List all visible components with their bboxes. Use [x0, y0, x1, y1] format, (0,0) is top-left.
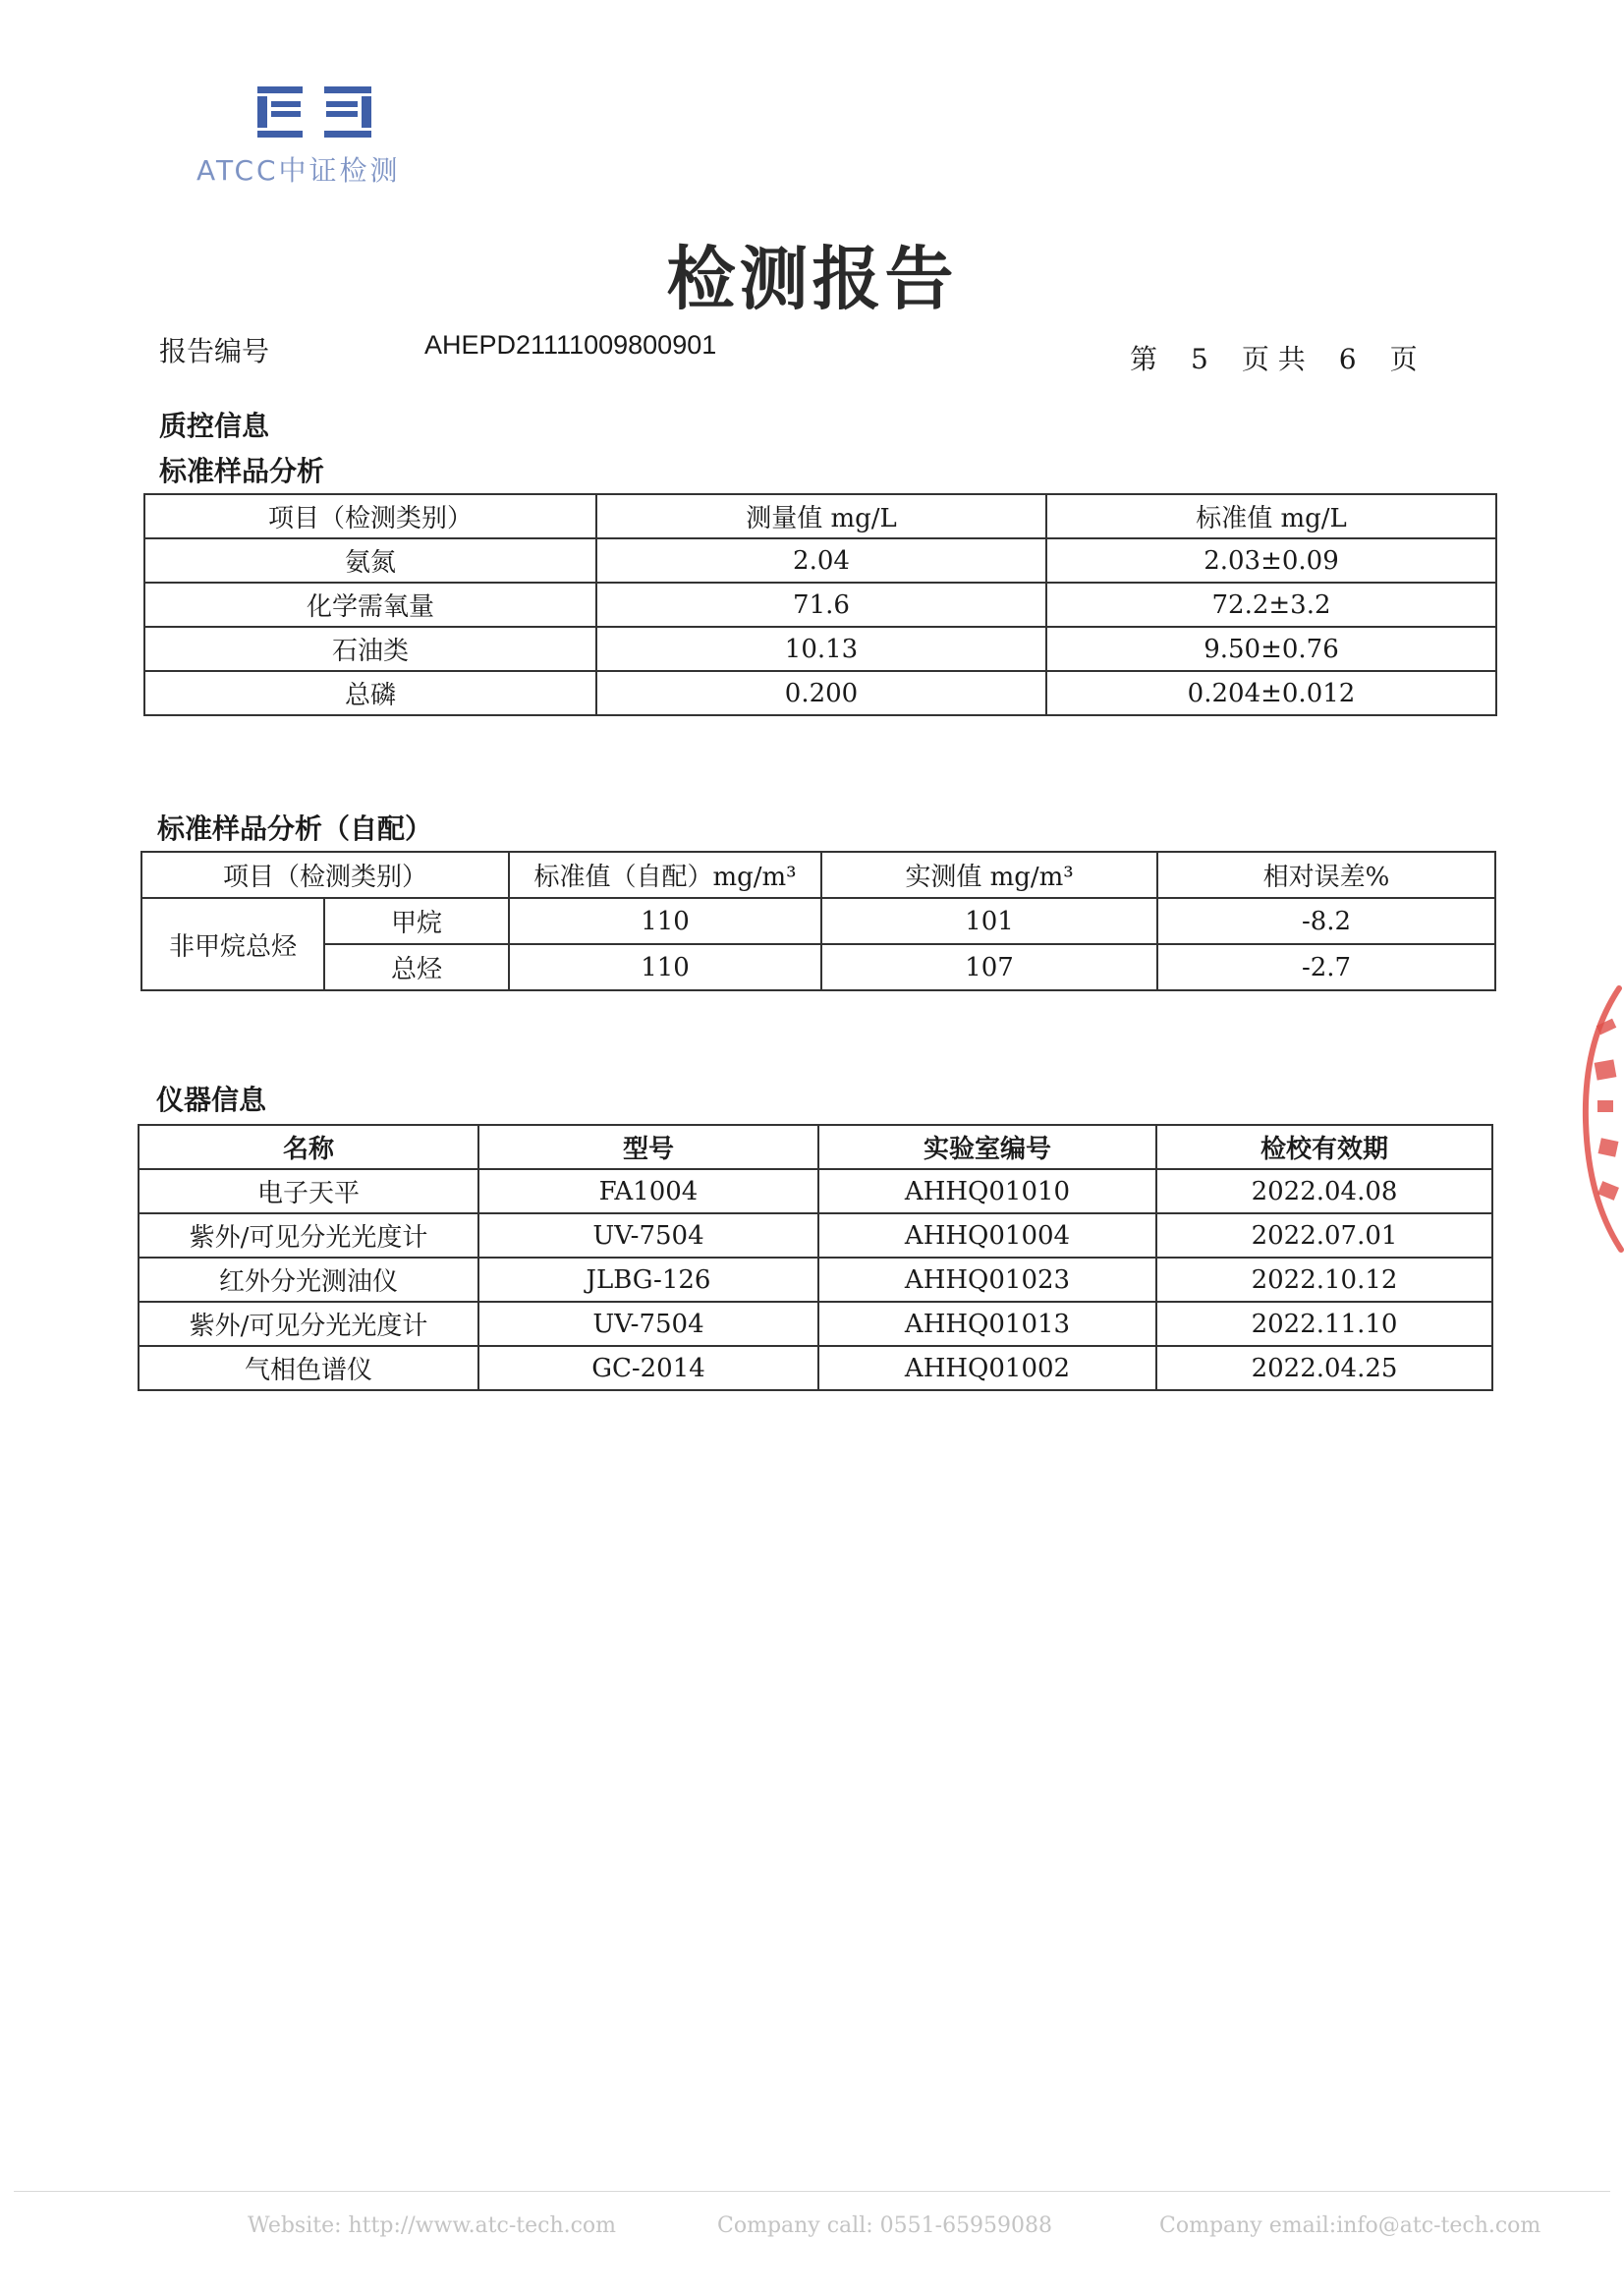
table-cell: UV-7504 [478, 1302, 818, 1346]
table-cell: 110 [509, 898, 821, 944]
table-cell: AHHQ01002 [818, 1346, 1156, 1390]
document-title: 检测报告 [666, 239, 958, 319]
footer-divider [14, 2191, 1610, 2192]
table-cell: FA1004 [478, 1169, 818, 1213]
table-cell: UV-7504 [478, 1213, 818, 1258]
table-cell: JLBG-126 [478, 1258, 818, 1302]
footer-email: Company email:info@atc-tech.com [1159, 2213, 1541, 2238]
table-cell: 甲烷 [324, 898, 509, 944]
table-row [144, 538, 1496, 583]
standard-analysis-heading: 标准样品分析 [159, 455, 325, 487]
table-cell: 红外分光测油仪 [139, 1258, 478, 1302]
table-cell: 紫外/可见分光光度计 [139, 1213, 478, 1258]
table-header-row [139, 1125, 1492, 1169]
table-cell: 72.2±3.2 [1046, 583, 1496, 627]
table-row [144, 583, 1496, 627]
page-info [1130, 338, 1418, 377]
column-header: 相对误差% [1157, 852, 1495, 898]
table-cell: 氨氮 [144, 538, 596, 583]
table-cell: 气相色谱仪 [139, 1346, 478, 1390]
table-cell: AHHQ01013 [818, 1302, 1156, 1346]
table-header-row [141, 852, 1495, 898]
table-row [139, 1169, 1492, 1213]
table-cell: 2.03±0.09 [1046, 538, 1496, 583]
column-header: 型号 [478, 1125, 818, 1169]
table-cell: 2022.04.08 [1156, 1169, 1492, 1213]
table-header-row [144, 494, 1496, 538]
table-cell: 石油类 [144, 627, 596, 671]
group-cell: 非甲烷总烃 [141, 898, 324, 990]
table-cell: 2022.10.12 [1156, 1258, 1492, 1302]
table-cell: 2.04 [596, 538, 1046, 583]
column-header: 项目（检测类别） [141, 852, 509, 898]
table-cell: GC-2014 [478, 1346, 818, 1390]
table-cell: 0.204±0.012 [1046, 671, 1496, 715]
column-header: 标准值 mg/L [1046, 494, 1496, 538]
table-cell: 化学需氧量 [144, 583, 596, 627]
column-header: 实测值 mg/m³ [821, 852, 1157, 898]
column-header: 项目（检测类别） [144, 494, 596, 538]
footer-website: Website: http://www.atc-tech.com [248, 2213, 617, 2238]
table-cell: 总磷 [144, 671, 596, 715]
table-row [139, 1302, 1492, 1346]
page-suffix: 页 [1389, 343, 1418, 375]
table-row [141, 944, 1495, 990]
table-row [139, 1258, 1492, 1302]
table-cell: -8.2 [1157, 898, 1495, 944]
column-header: 测量值 mg/L [596, 494, 1046, 538]
table-cell: AHHQ01004 [818, 1213, 1156, 1258]
column-header: 检校有效期 [1156, 1125, 1492, 1169]
table-cell: -2.7 [1157, 944, 1495, 990]
table-row [139, 1346, 1492, 1390]
instruments-table [138, 1124, 1493, 1391]
table-cell: 2022.04.25 [1156, 1346, 1492, 1390]
column-header: 标准值（自配）mg/m³ [509, 852, 821, 898]
logo-text: ATCC中证检测 [196, 154, 401, 187]
table-cell: AHHQ01023 [818, 1258, 1156, 1302]
table-cell: 9.50±0.76 [1046, 627, 1496, 671]
page-prefix: 第 [1130, 343, 1158, 375]
footer-phone: Company call: 0551-65959088 [717, 2213, 1053, 2238]
table-row [144, 671, 1496, 715]
table-cell: 0.200 [596, 671, 1046, 715]
table-row [144, 627, 1496, 671]
instruments-heading: 仪器信息 [156, 1084, 267, 1116]
table-cell: 107 [821, 944, 1157, 990]
table-row [141, 898, 1495, 944]
company-logo [196, 84, 442, 193]
page-total: 6 [1338, 343, 1357, 375]
page-middle: 页 共 [1241, 343, 1306, 375]
page-current: 5 [1191, 343, 1208, 375]
self-standard-table [140, 851, 1496, 991]
logo-mark-icon [255, 84, 373, 140]
qc-heading: 质控信息 [159, 410, 270, 442]
column-header: 实验室编号 [818, 1125, 1156, 1169]
table-cell: 电子天平 [139, 1169, 478, 1213]
report-number-value: AHEPD21111009800901 [424, 330, 717, 360]
table-cell: 2022.11.10 [1156, 1302, 1492, 1346]
report-number-label: 报告编号 [159, 335, 270, 367]
red-seal-stamp-icon [1576, 982, 1624, 1258]
self-standard-heading: 标准样品分析（自配） [157, 812, 433, 845]
table-cell: 紫外/可见分光光度计 [139, 1302, 478, 1346]
table-cell: 10.13 [596, 627, 1046, 671]
table-cell: 71.6 [596, 583, 1046, 627]
standard-analysis-table [143, 493, 1497, 716]
table-cell: 2022.07.01 [1156, 1213, 1492, 1258]
table-cell: 110 [509, 944, 821, 990]
table-cell: AHHQ01010 [818, 1169, 1156, 1213]
table-cell: 101 [821, 898, 1157, 944]
table-cell: 总烃 [324, 944, 509, 990]
column-header: 名称 [139, 1125, 478, 1169]
table-row [139, 1213, 1492, 1258]
